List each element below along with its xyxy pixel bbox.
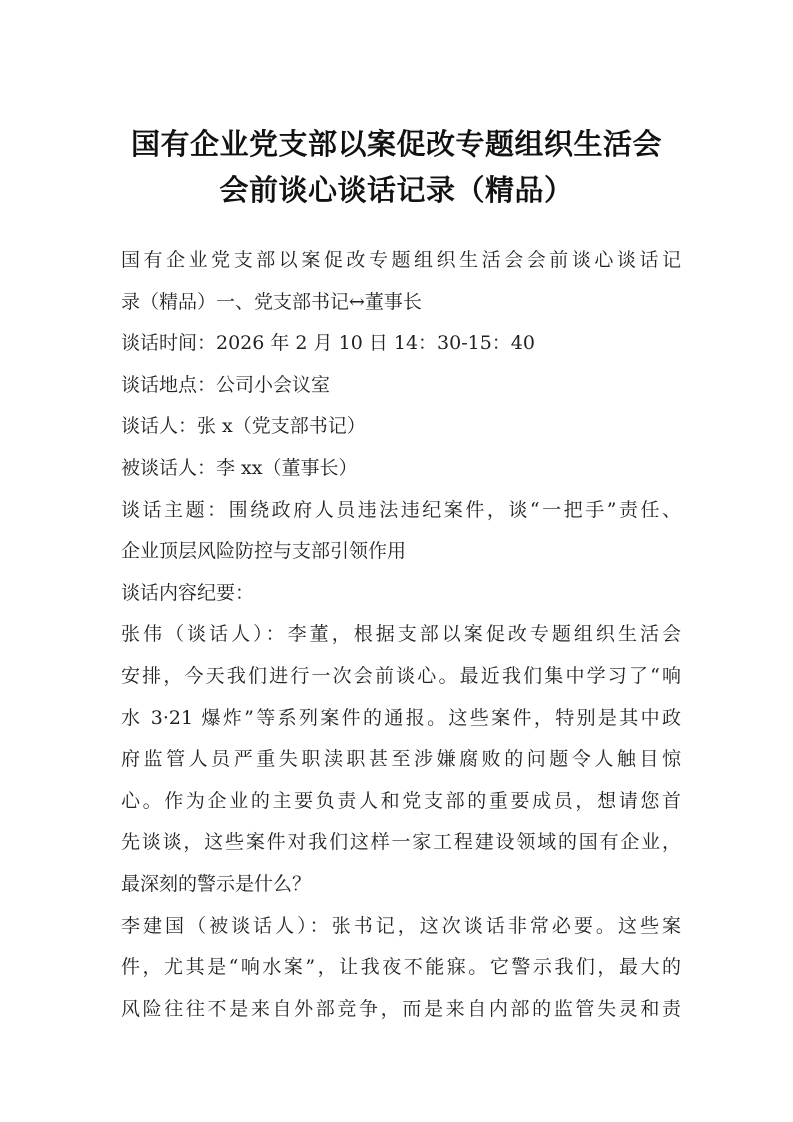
document-body [121,240,681,1030]
body-line: 录（精品）一、党支部书记↔董事长 [121,290,422,313]
body-line: 谈话主题：围绕政府人员违法违纪案件，谈“一把手”责任、 [121,498,681,521]
body-line: 企业顶层风险防控与支部引领作用 [121,540,407,563]
body-line: 件，尤其是“响水案”，让我夜不能寐。它警示我们，最大的 [121,956,681,979]
body-line: 风险往往不是来自外部竞争，而是来自内部的监管失灵和责 [121,997,681,1020]
body-line: 国有企业党支部以案促改专题组织生活会会前谈心谈话记 [121,249,681,271]
body-line: 先谈谈，这些案件对我们这样一家工程建设领域的国有企业， [121,831,681,854]
body-line: 最深刻的警示是什么？ [121,872,312,895]
document-title-line-1: 国有企业党支部以案促改专题组织生活会 [130,127,662,161]
body-line: 谈话人：张 x（党支部书记） [121,415,366,438]
body-line: 府监管人员严重失职渎职甚至涉嫌腐败的问题令人触目惊 [121,748,681,771]
body-line: 被谈话人：李 xx（董事长） [121,456,358,479]
body-line: 谈话内容纪要： [121,581,255,604]
body-line: 水 3·21 爆炸”等系列案件的通报。这些案件，特别是其中政 [121,706,681,729]
body-line: 李建国（被谈话人）：张书记，这次谈话非常必要。这些案 [121,914,681,937]
body-line: 谈话地点：公司小会议室 [121,373,331,396]
body-line: 张伟（谈话人）：李董，根据支部以案促改专题组织生活会 [121,623,681,646]
document-title-line-2: 会前谈心谈话记录（精品） [219,173,574,207]
body-line: 心。作为企业的主要负责人和党支部的重要成员，想请您首 [121,789,681,812]
body-line: 安排，今天我们进行一次会前谈心。最近我们集中学习了“响 [121,664,681,687]
body-line: 谈话时间：2026 年 2 月 10 日 14：30-15：40 [121,332,535,355]
